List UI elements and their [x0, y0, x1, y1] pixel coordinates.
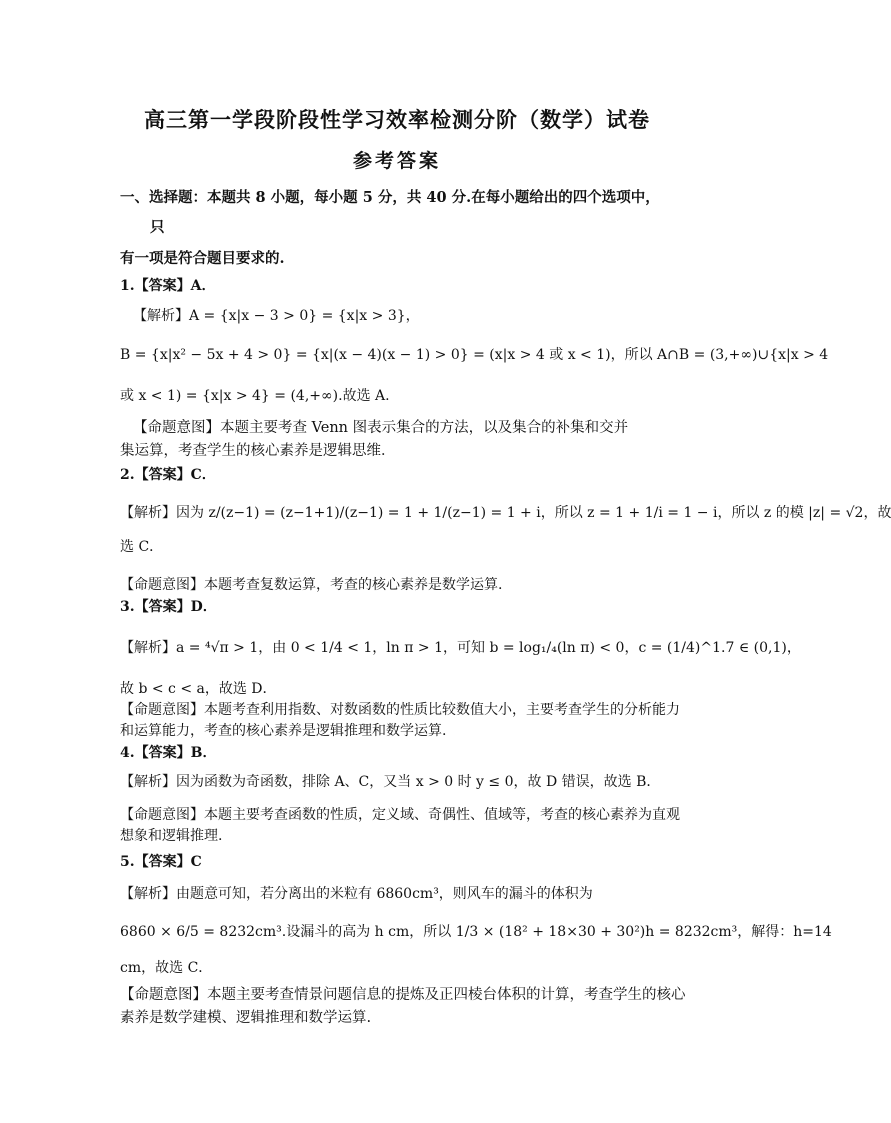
q3-intent-line2: 和运算能力，考查的核心素养是逻辑推理和数学运算.	[120, 723, 447, 739]
q5-intent-line2: 素养是数学建模、逻辑推理和数学运算.	[120, 1010, 372, 1026]
q3-analysis: 【解析】a = ⁴√π > 1，由 0 < 1/4 < 1，ln π > 1，可知 b = log₁/₄(ln π) < 0，c = (1/4)^1.7 ∈ (0,1)，	[120, 640, 801, 656]
section-header: 一、选择题：本题共 8 小题，每小题 5 分，共 40 分.在每小题给出的四个选项中，	[120, 189, 660, 206]
q4-intent: 【命题意图】本题主要考查函数的性质，定义域、奇偶性、值域等，考查的核心素养为直观	[120, 807, 680, 823]
q5-analysis-line3: cm，故选 C．	[120, 960, 213, 976]
q2-intent: 【命题意图】本题考查复数运算，考查的核心素养是数学运算.	[120, 577, 503, 593]
q3-analysis-line2: 故 b < c < a，故选 D．	[120, 681, 277, 697]
section-header-continued: 只	[150, 219, 165, 236]
q4-intent-line2: 想象和逻辑推理.	[120, 828, 223, 844]
q5-answer: 5.【答案】C	[120, 854, 202, 870]
q1-analysis: 【解析】A = {x|x − 3 > 0} = {x|x > 3}，	[133, 308, 420, 324]
q4-answer: 4.【答案】B．	[120, 745, 217, 761]
q1-analysis-line2: B = {x|x² − 5x + 4 > 0} = {x|(x − 4)(x − 1) > 0} = (x|x > 4 或 x < 1)，所以 A∩B = (3,+∞)∪{x|x > 4	[120, 347, 829, 363]
document-title: 高三第一学段阶段性学习效率检测分阶（数学）试卷	[144, 107, 650, 132]
q5-analysis: 【解析】由题意可知，若分离出的米粒有 6860cm³，则风车的漏斗的体积为	[120, 886, 593, 902]
q5-analysis-line2: 6860 × 6/5 = 8232cm³.设漏斗的高为 h cm，所以 1/3 × (18² + 18×30 + 30²)h = 8232cm³，解得：h=14	[120, 924, 832, 940]
q2-answer: 2.【答案】C．	[120, 467, 216, 483]
q1-analysis-line3: 或 x < 1) = {x|x > 4} = (4,+∞).故选 A.	[120, 388, 390, 404]
q2-analysis: 【解析】因为 z/(z−1) = (z−1+1)/(z−1) = 1 + 1/(z−1) = 1 + i，所以 z = 1 + 1/i = 1 − i，所以 z 的模 |z| = √2，故	[120, 505, 891, 521]
section-header-end: 有一项是符合题目要求的.	[120, 250, 285, 267]
q3-intent: 【命题意图】本题考查利用指数、对数函数的性质比较数值大小，主要考查学生的分析能力	[120, 702, 680, 718]
q1-intent-line2: 集运算，考查学生的核心素养是逻辑思维．	[120, 443, 396, 459]
q3-answer: 3.【答案】D．	[120, 599, 217, 615]
q1-intent: 【命题意图】本题主要考查 Venn 图表示集合的方法，以及集合的补集和交并	[133, 420, 629, 436]
q2-analysis-line2: 选 C．	[120, 539, 164, 555]
document-subtitle: 参考答案	[352, 150, 441, 172]
q5-intent: 【命题意图】本题主要考查情景问题信息的提炼及正四棱台体积的计算，考查学生的核心	[120, 987, 686, 1003]
q1-answer: 1.【答案】A．	[120, 278, 216, 294]
q4-analysis: 【解析】因为函数为奇函数，排除 A、C，又当 x > 0 时 y ≤ 0，故 D 错误，故选 B．	[120, 774, 661, 790]
